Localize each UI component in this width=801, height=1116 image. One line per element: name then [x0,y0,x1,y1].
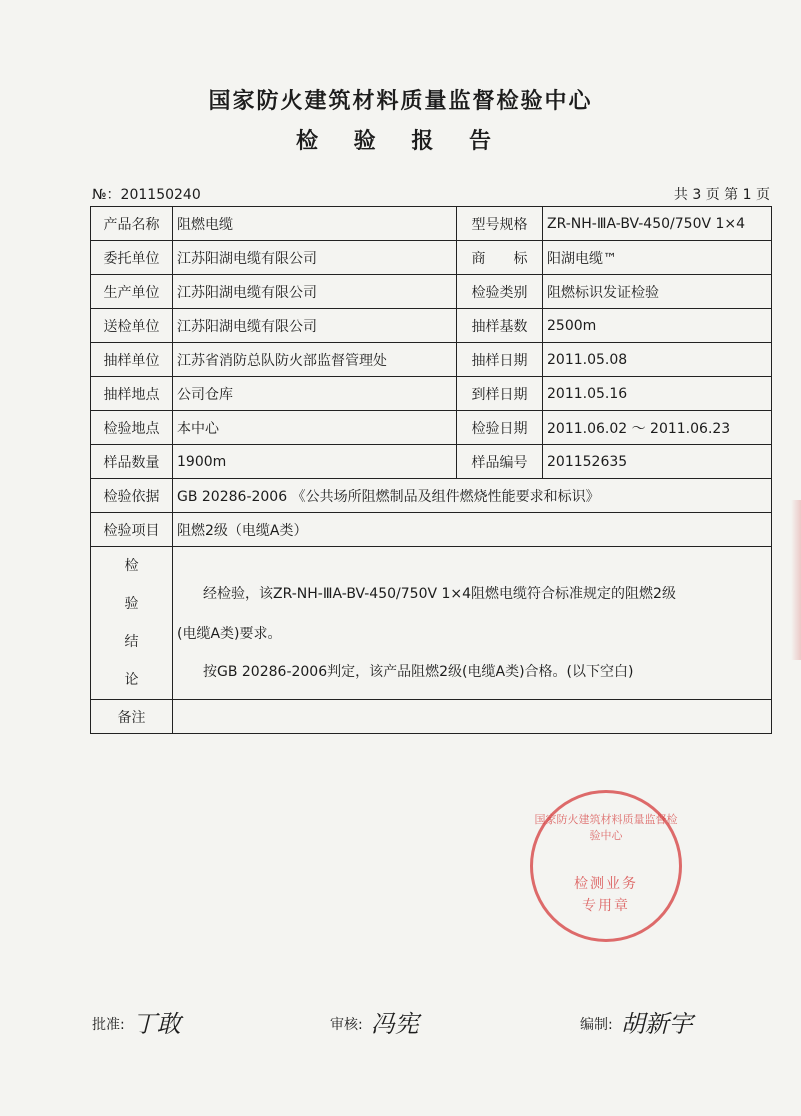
field-value: 江苏省消防总队防火部监督管理处 [173,343,457,377]
conclusion-line: 按GB 20286-2006判定，该产品阻燃2级(电缆A类)合格。(以下空白) [203,664,634,680]
conclusion-line: 经检验，该ZR-NH-ⅢA-BV-450/750V 1×4阻燃电缆符合标准规定的阻燃2级 [203,586,676,602]
field-label: 检验日期 [457,411,543,445]
compile-signature [580,1004,693,1039]
table-row [91,343,772,377]
basis-label: 检验依据 [91,479,173,513]
field-label: 商 标 [457,241,543,275]
table-row [91,241,772,275]
table-row [91,309,772,343]
seal-text: 专用章 [582,898,630,914]
field-label: 检验类别 [457,275,543,309]
report-title: 检 验 报 告 [296,129,505,154]
table-row [91,411,772,445]
review-label: 审核: [330,1017,363,1033]
field-label: 检验地点 [91,411,173,445]
field-value: 江苏阳湖电缆有限公司 [173,275,457,309]
basis-value: GB 20286-2006 《公共场所阻燃制品及组件燃烧性能要求和标识》 [173,479,772,513]
field-label: 样品编号 [457,445,543,479]
field-label: 样品数量 [91,445,173,479]
field-label: 抽样日期 [457,343,543,377]
table-row [91,275,772,309]
field-value: 2011.06.02 ～ 2011.06.23 [543,411,772,445]
item-row [91,513,772,547]
field-value: 阳湖电缆™ [543,241,772,275]
field-label: 送检单位 [91,309,173,343]
field-value: 江苏阳湖电缆有限公司 [173,241,457,275]
field-label: 抽样单位 [91,343,173,377]
field-label: 产品名称 [91,207,173,241]
field-value: 江苏阳湖电缆有限公司 [173,309,457,343]
page-count: 共 3 页 第 1 页 [673,187,770,203]
compile-label: 编制: [580,1017,613,1033]
field-label: 抽样基数 [457,309,543,343]
field-value: 201152635 [543,445,772,479]
org-title: 国家防火建筑材料质量监督检验中心 [208,89,593,114]
conclusion-label-char: 结 [124,634,139,650]
field-label: 抽样地点 [91,377,173,411]
field-label: 到样日期 [457,377,543,411]
table-row [91,377,772,411]
item-label: 检验项目 [91,513,173,547]
field-value: 公司仓库 [173,377,457,411]
approve-label: 批准: [92,1017,125,1033]
seal-text: 检测业务 [574,876,638,892]
table-row [91,207,772,241]
edge-stain [791,500,801,660]
conclusion-label-char: 验 [124,596,139,612]
field-value: 1900m [173,445,457,479]
conclusion-line: (电缆A类)要求。 [177,626,282,642]
seal-arc-text: 国家防火建筑材料质量监督检验中心 [534,813,678,842]
table-row [91,445,772,479]
field-value: 本中心 [173,411,457,445]
basis-row [91,479,772,513]
field-value: 2500m [543,309,772,343]
conclusion-text [173,547,772,700]
item-value: 阻燃2级（电缆A类） [173,513,772,547]
review-name: 冯宪 [370,1010,419,1038]
report-table [90,206,772,734]
conclusion-label-char: 检 [124,558,139,574]
field-label: 生产单位 [91,275,173,309]
field-value: 阻燃电缆 [173,207,457,241]
approve-name: 丁敢 [132,1010,181,1038]
field-value: 阻燃标识发证检验 [543,275,772,309]
approve-signature [92,1004,181,1039]
remark-value [173,700,772,734]
conclusion-label-char: 论 [124,672,139,688]
conclusion-row [91,547,772,700]
field-value: ZR-NH-ⅢA-BV-450/750V 1×4 [543,207,772,241]
remark-row [91,700,772,734]
inspection-seal [530,790,682,942]
field-label: 型号规格 [457,207,543,241]
compile-name: 胡新宇 [620,1010,693,1038]
field-value: 2011.05.16 [543,377,772,411]
remark-label: 备注 [91,700,173,734]
report-number: №：201150240 [92,187,201,203]
review-signature [330,1004,419,1039]
conclusion-label [91,547,173,700]
field-value: 2011.05.08 [543,343,772,377]
field-label: 委托单位 [91,241,173,275]
